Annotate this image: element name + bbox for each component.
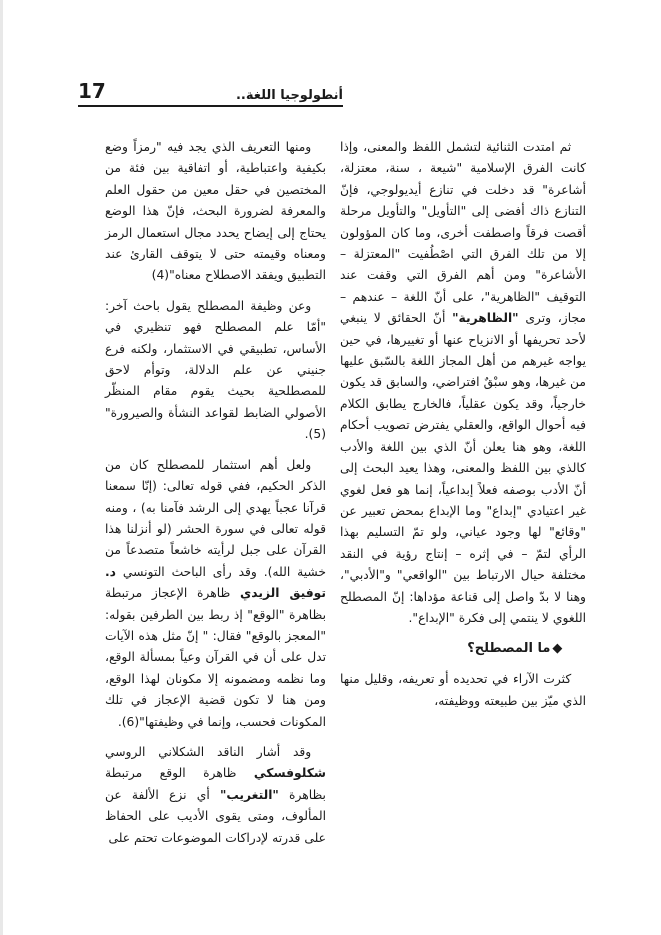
diamond-bullet-icon: ◆ [552, 641, 563, 657]
paragraph: وعن وظيفة المصطلح يقول باحث آخر: "أمّا علم المصطلح فهو تنظيري في الأساس، تطبيقي في الاستثمار، ولكنه فرع جنيني عن علم الدلالة، وتوأم لاحق للمصطلحية بحيث يقوم مقام المنظّر الأصولي الضابط لقواعد النشأة والصيرورة"(5). [105, 298, 326, 442]
right-column [340, 137, 586, 712]
bold-name: د. توفيق الزيدي [105, 564, 326, 601]
paragraph: كثرت الآراء في تحديده أو تعريفه، وقليل منها الذي ميّز بين طبيعته ووظيفته، [340, 672, 586, 708]
page-header [78, 77, 343, 107]
bold-term: "الظاهرية" [452, 311, 519, 326]
section-heading: ◆ما المصطلح؟ [467, 641, 563, 657]
bold-term: "التغريب" [219, 787, 279, 802]
paragraph: ومنها التعريف الذي يجد فيه "رمزاً وضع بكيفية واعتباطية، أو اتفاقية بين فئة من المختصين في حقل معين من حقول العلم والمعرفة لضرورة البحث، فإنّ هذا الوضع يحتاج إلى إيضاح يحدد مجال استعمال الرمز ومعناه وقيمته حتى لا يتوقف القارئ عند التطبيق ويفقد الاصطلاح معناه"(4) [105, 140, 326, 283]
bold-name: شكلوفسكي [253, 766, 326, 781]
paragraph: ثم امتدت الثنائية لتشمل اللفظ والمعنى، وإذا كانت الفرق الإسلامية "شيعة ، سنة، معتزلة، أشاعرة" قد دخلت في تنازع أيديولوجي، فإنّ التنازع ذاك أفضى إلى "التأويل" والتأويل مرحلة أقصت فرقاً واصطفت أخرى، وما كان المؤولون إلا من تلك الفرق التي اصْطُفيت "المعتزلة – الأشاعرة" ومن أهم الفرق التي وقفت عند التوقيف "الظاهرية"، على أنّ اللغة – عندهم – مجاز، وترى "الظاهرية" أنّ الحقائق لا ينبغي لأحد تحريفها أو الانزياح عنها أو تغييرها، في حين يواجه غيرهم من أهل المجاز اللغة بالسّبق عليها من غيرها، وهو سبْقٌ افتراضي، والسابق قد يكون خارجياً، وقد يكون عقلياً، فالخارج يطابق الكلام فيه أحوال الواقع، والعقلي يفترض تصويب أحكام اللغة، وهو هنا يعلن أنّ الذي بين اللغة والأدب كالذي بين اللفظ والمعنى، وهذا يعيد البحث إلى أنّ الأدب بوصفه فعلاً إبداعياً، إنما هو فعل لغوي غير اعتيادي "إبداع" وما الإبداع بمحض تعبير عن "وقائع" لها وجود عياني، ولو تمّ التسليم بهذا الرأي لتمّ – في إثره – إنتاج رؤية في النقد مختلفة حيال الارتباط بين "الواقعي" و"الأدبي"، وهنا لا بدّ واصل إلى قناعة مؤداها: إنّ المصطلح اللغوي لا ينتمي إلى فكرة "الإبداع". [340, 140, 586, 625]
paragraph: ولعل أهم استثمار للمصطلح كان من الذكر الحكيم، ففي قوله تعالى: (إنّا سمعنا قرآنا عجباً يهدي إلى الرشد فآمنا به) ، ومنه قوله تعالى في سورة الحشر (لو أنزلنا هذا القرآن على جبل لرأيته خاشعاً متصدعاً من خشية الله). وقد رأى الباحث التونسي د. توفيق الزيدي ظاهرة الإعجاز مرتبطة بظاهرة "الوقع" إذ ربط بين الطرفين بقوله: "المعجز بالوقع" فقال: " إنّ مثل هذه الآيات تدل على أن في القرآن وعياً بمسألة الوقع، وما نظمه ومضمونه إلا مكونان لهذا الوقع، ومن هنا لا تكون قضية الإعجاز في تلك المكونات فحسب، وإنما في وظيفتها"(6). [105, 457, 326, 729]
running-head: أنطولوجيا اللغة.. [235, 88, 343, 103]
left-column [105, 137, 326, 849]
paragraph: وقد أشار الناقد الشكلاني الروسي شكلوفسكي ظاهرة الوقع مرتبطة بظاهرة "التغريب" أي نزع الألفة عن المألوف، ومتى يقوى الأديب على الحفاظ على قدرته لإدراكات الموضوعات تحتم على [105, 744, 326, 845]
page-number: 17 [78, 79, 106, 103]
